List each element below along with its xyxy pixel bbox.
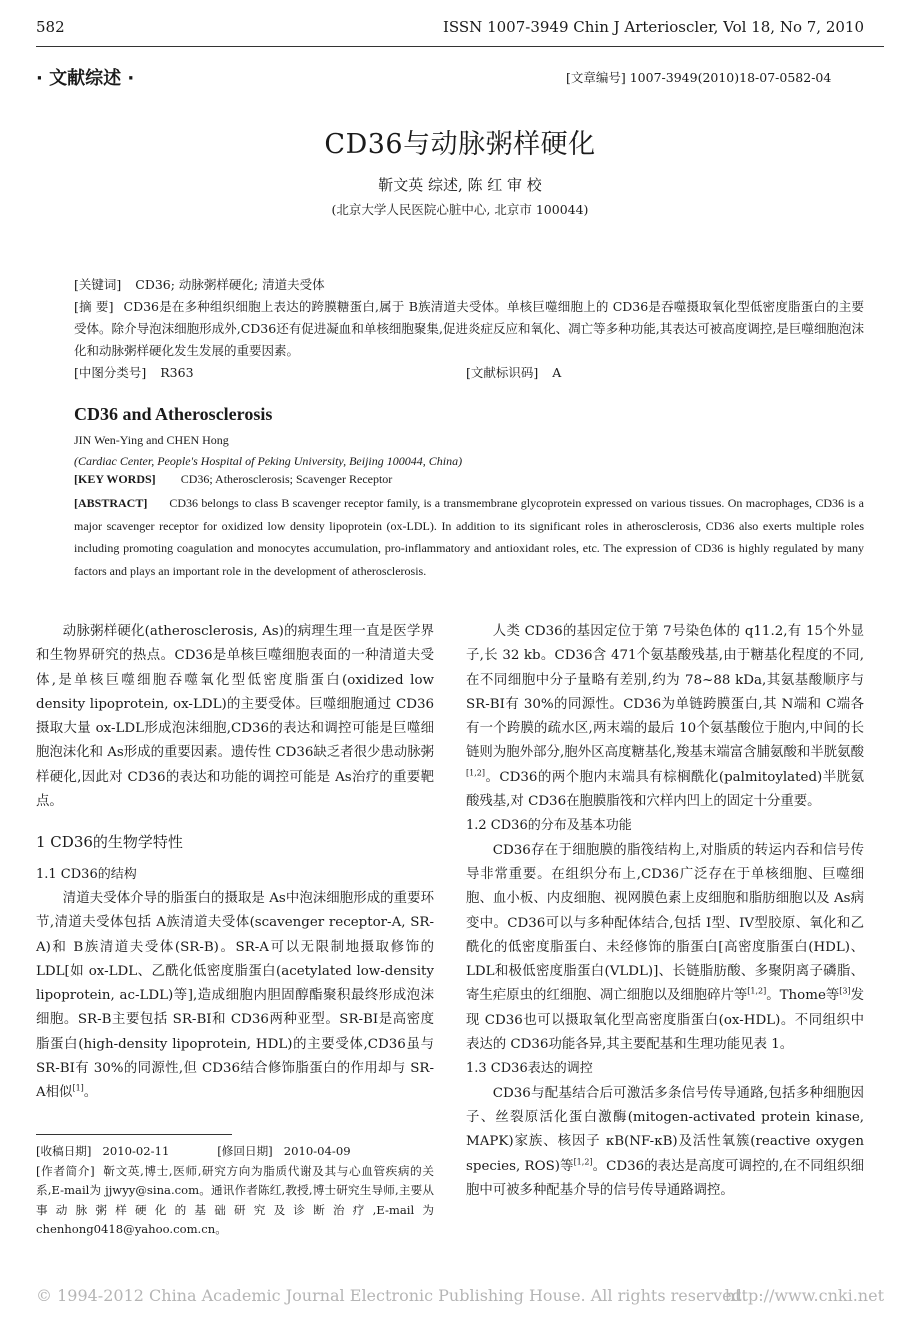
copyright-text: © 1994-2012 China Academic Journal Electronic Publishing House. All rights reserved. (36, 1286, 747, 1305)
abstract-text: CD36是在多种组织细胞上表达的跨膜糖蛋白,属于 B族清道夫受体。单核巨噬细胞上的 CD36是吞噬摄取氧化型低密度脂蛋白的主要受体。除介导泡沫细胞形成外,CD36还有促进凝血和单核细胞聚集,促进炎症反应和氧化、凋亡等多种功能,其表达可被高度调控,是巨噬细胞泡沫化和动脉粥样硬化发生发展的重要因素。 (74, 299, 865, 358)
english-keywords-text: CD36; Atherosclerosis; Scavenger Receptor (180, 472, 393, 486)
authors: 靳文英 综述, 陈 红 审 校 (378, 176, 542, 194)
author-info (36, 1162, 434, 1240)
distribution-mid: 。Thome等 (766, 988, 840, 1004)
received-label: [收稿日期] (36, 1144, 92, 1158)
citation: [1,2] (466, 768, 485, 778)
english-keywords (74, 472, 392, 487)
regulation-text: CD36与配基结合后可激活多条信号传导通路,包括多种细胞因子、丝裂原活化蛋白激酶(mitogen-activated protein kinase, MAPK)家族、核因子 κB(NF-κB)及活性氧簇(reactive oxygen species, ROS)等 (466, 1085, 864, 1174)
subsection-heading-1-3: 1.3 CD36表达的调控 (466, 1061, 593, 1077)
english-abstract-label: [ABSTRACT] (74, 496, 148, 510)
structure-paragraph (36, 887, 434, 1106)
dates-line (36, 1142, 434, 1162)
footnote (36, 1142, 434, 1240)
header-rule (36, 46, 884, 47)
intro-paragraph: 动脉粥样硬化(atherosclerosis, As)的病理生理一直是医学界和生物界研究的热点。CD36是单核巨噬细胞表面的一种清道夫受体,是单核巨噬细胞吞噬氧化型低密度脂蛋白(oxidized low density lipoprotein, ox-LDL)的主要受体。巨噬细胞通过 CD36摄取大量 ox-LDL形成泡沫细胞,CD36的表达和调控可能是巨噬细胞泡沫化和 As形成的重要因素。遗传性 CD36缺乏者很少患动脉粥样硬化,因此对 CD36的表达和功能的调控可能是 As治疗的重要靶点。 (36, 624, 434, 810)
gene-paragraph (466, 620, 864, 814)
subsection-heading-1-1: 1.1 CD36的结构 (36, 866, 137, 882)
distribution-paragraph (466, 839, 864, 1058)
citation: [1] (72, 1083, 84, 1093)
english-title: CD36 and Atherosclerosis (74, 404, 273, 424)
affiliation: (北京大学人民医院心脏中心, 北京市 100044) (331, 202, 589, 217)
distribution-text: CD36存在于细胞膜的脂筏结构上,对脂质的转运内吞和信号传导非常重要。在组织分布上,CD36广泛存在于单核细胞、巨噬细胞、血小板、内皮细胞、视网膜色素上皮细胞和脂肪细胞以及 As病变中。CD36可以与多种配体结合,包括 I型、IV型胶原、氧化和乙酰化的低密度脂蛋白、未经修饰的脂蛋白[高密度脂蛋白(HDL)、LDL和极低密度脂蛋白(VLDL)]、长链脂肪酸、多聚阴离子磷脂、寄生疟原虫的红细胞、凋亡细胞以及细胞碎片等 (466, 842, 864, 1004)
english-affiliation: (Cardiac Center, People's Hospital of Peking University, Beijing 100044, China) (74, 454, 463, 468)
cnki-link[interactable]: http://www.cnki.net (724, 1286, 884, 1305)
author-info-text: 靳文英,博士,医师,研究方向为脂质代谢及其与心血管疾病的关系,E-mail为 jjwyy@sina.com。通讯作者陈红,教授,博士研究生导师,主要从事动脉粥样硬化的基础研究及诊断治疗,E-mail为 chenhong0418@yahoo.com.cn。 (36, 1163, 435, 1236)
copyright-footer (36, 1286, 884, 1305)
revised-date: 2010-04-09 (283, 1144, 351, 1158)
structure-end: 。 (83, 1085, 98, 1101)
gene-text: 人类 CD36的基因定位于第 7号染色体的 q11.2,有 15个外显子,长 32 kb。CD36含 471个氨基酸残基,由于糖基化程度的不同,在不同细胞中分子量略有差别,约为 78~88 kDa,其氨基酸顺序与 SR-BI有 30%的同源性。CD36为单链跨膜蛋白,其 N端和 C端各有一个跨膜的疏水区,两末端的最后 10个氨基酸位于胞内,中间的长链则为胞外部分,胞外区高度糖基化,羧基末端富含脯氨酸和半胱氨酸 (466, 624, 864, 761)
document-code-value: A (552, 365, 562, 380)
english-authors: JIN Wen-Ying and CHEN Hong (74, 433, 229, 447)
revised-label: [修回日期] (217, 1144, 273, 1158)
keywords-cn (74, 274, 325, 296)
subsection-heading-1-2: 1.2 CD36的分布及基本功能 (466, 818, 632, 834)
article-number: [文章编号] 1007-3949(2010)18-07-0582-04 (566, 70, 832, 85)
english-abstract (74, 492, 864, 582)
citation: [3] (839, 986, 851, 996)
keywords-text: CD36; 动脉粥样硬化; 清道夫受体 (135, 277, 325, 292)
received-date: 2010-02-11 (102, 1144, 170, 1158)
page-number: 582 (36, 18, 65, 36)
classification-value: R363 (160, 365, 194, 380)
structure-text: 清道夫受体介导的脂蛋白的摄取是 As中泡沫细胞形成的重要环节,清道夫受体包括 A族清道夫受体(scavenger receptor-A, SR-A)和 B族清道夫受体(SR-B)。SR-A可以无限制地摄取修饰的 LDL[如 ox-LDL、乙酰化低密度脂蛋白(acetylated low-density lipoprotein, ac-LDL)等],造成细胞内胆固醇酯聚积最终形成泡沫细胞。SR-B主要包括 SR-BI和 CD36两种亚型。SR-BI是高密度脂蛋白(high-density lipoprotein, HDL)的主要受体,CD36虽与 SR-BI有 30%的同源性,但 CD36结合修饰脂蛋白的作用却与 SR-A相似 (36, 890, 434, 1101)
classification-number (74, 362, 194, 384)
document-code-label: [文献标识码] (466, 365, 539, 380)
keywords-label: [关键词] (74, 277, 122, 292)
abstract-label: [摘 要] (74, 299, 114, 314)
regulation-paragraph (466, 1082, 864, 1203)
citation: [1,2] (573, 1157, 593, 1167)
right-column (466, 620, 864, 1203)
english-keywords-label: [KEY WORDS] (74, 472, 156, 486)
citation: [1,2] (747, 986, 767, 996)
distribution-end: 发现 CD36也可以摄取氧化型高密度脂蛋白(ox-HDL)。不同组织中表达的 CD36功能各异,其主要配基和生理功能见表 1。 (466, 988, 865, 1053)
english-abstract-text: CD36 belongs to class B scavenger receptor family, is a transmembrane glycoprotein expressed on various tissues. On macrophages, CD36 is a major scavenger receptor for oxidized low density lipoprotein (ox-LDL). In addition to its significant roles in atherosclerosis, CD36 also exerts multiple roles including promoting coagulation and monocytes accumulation, pro-inflammatory and antioxidant roles, etc. The expression of CD36 is highly regulated by many factors and plays an important role in the development of atherosclerosis. (74, 496, 864, 578)
abstract-cn (74, 296, 864, 362)
section-heading-1: 1 CD36的生物学特性 (36, 833, 183, 852)
document-code (466, 362, 561, 384)
footnote-rule (36, 1134, 232, 1135)
classification-label: [中图分类号] (74, 365, 147, 380)
left-column (36, 620, 434, 1106)
gene-tail: 。CD36的两个胞内末端具有棕榈酰化(palmitoylated)半胱氨酸残基,对 CD36在胞膜脂筏和穴样内凹上的固定十分重要。 (466, 769, 864, 810)
page-title: CD36与动脉粥样硬化 (324, 129, 596, 160)
regulation-end: 。CD36的表达是高度可调控的,在不同组织细胞中可被多种配基介导的信号传导通路调控。 (466, 1158, 864, 1198)
author-info-label: [作者简介] (36, 1163, 95, 1178)
journal-info: ISSN 1007-3949 Chin J Arterioscler, Vol 18, No 7, 2010 (442, 18, 864, 36)
section-tag: · 文献综述 · (36, 68, 135, 89)
